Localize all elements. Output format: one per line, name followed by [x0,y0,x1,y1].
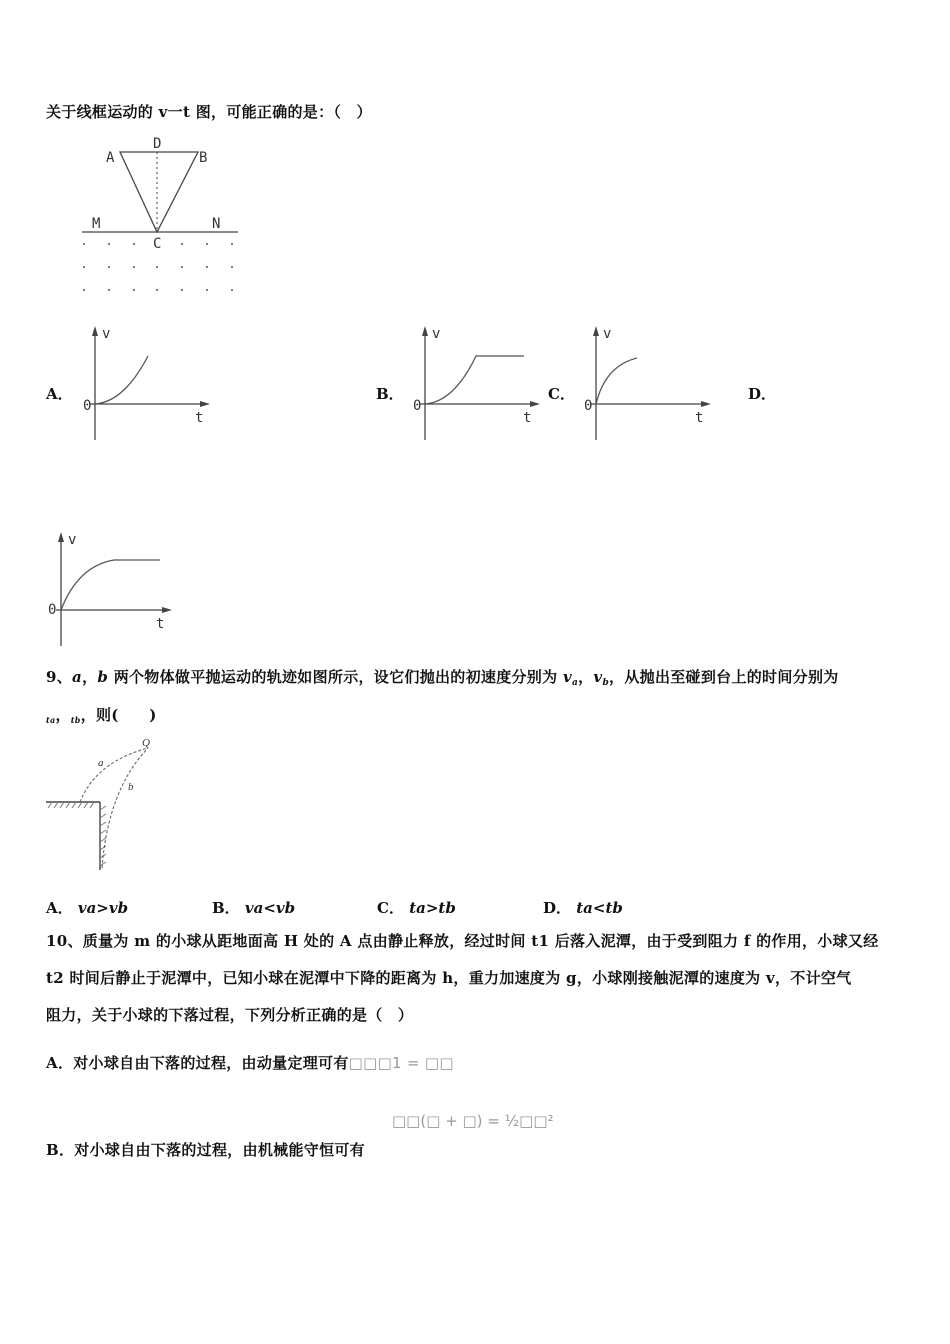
fig-label-M: M [92,216,101,232]
q9-trajectory-figure [44,734,164,874]
fig-label-C: C [153,236,162,252]
fig-label-A: A [106,150,115,166]
q8-triangle-figure [76,134,246,300]
q10-option-a-formula: □□□1 = □□ [348,1054,454,1072]
q10-stem-line3: 阻力，关于小球的下落过程，下列分析正确的是（ ） [46,1006,414,1024]
q8-graph-b [408,322,548,444]
q8-graph-d [44,528,184,650]
q10-option-a[interactable]: A．对小球自由下落的过程，由动量定理可有□□□1 = □□ [46,1054,454,1072]
graph-c-origin: 0 [584,398,593,414]
q8-graph-c [579,322,719,444]
fig-label-D: D [153,136,162,152]
fig-label-b: b [128,781,134,793]
fig-label-B: B [199,150,208,166]
q10-centered-formula: □□(□ + □) = ½□□² [392,1112,554,1130]
q8-option-d-label[interactable]: D． [748,385,777,403]
q9-stem-line2: $_{ta}$，$_{tb}$，则( ) [46,706,157,725]
graph-b-origin: 0 [413,398,422,414]
graph-a-origin: 0 [83,398,92,414]
q10-stem-line1: 10、质量为 m 的小球从距地面高 H 处的 A 点由静止释放，经过时间 t1 后落入泥潭，由于受到阻力 f 的作用，小球又经 [46,932,879,950]
graph-a-t-label: t [195,410,204,426]
q9-option-d[interactable]: D． ta<tb [543,899,623,917]
q9-option-c[interactable]: C． ta>tb [377,899,456,917]
q8-stem: 关于线框运动的 v一t 图，可能正确的是：（ ） [46,103,372,121]
graph-c-v-label: v [603,326,612,342]
q9-option-b[interactable]: B． va<vb [212,899,296,917]
graph-d-v-label: v [68,532,77,548]
graph-d-t-label: t [156,616,165,632]
q8-option-c-label[interactable]: C． [548,385,575,403]
graph-b-t-label: t [523,410,532,426]
graph-a-v-label: v [102,326,111,342]
fig-label-a: a [98,757,104,769]
fig-label-N: N [212,216,221,232]
graph-b-v-label: v [432,326,441,342]
q9-option-a[interactable]: A． va>vb [46,899,129,917]
q9-stem: 9、a，b 两个物体做平抛运动的轨迹如图所示，设它们抛出的初速度分别为 $v_a$，$v_b$，从抛出至碰到台上的时间分别为 [46,668,839,688]
q10-option-b[interactable]: B．对小球自由下落的过程，由机械能守恒可有 [46,1141,365,1159]
q8-option-a-label[interactable]: A． [46,385,73,403]
q8-graph-a [78,322,218,444]
graph-d-origin: 0 [48,602,57,618]
q8-option-b-label[interactable]: B． [376,385,404,403]
graph-c-t-label: t [695,410,704,426]
q10-stem-line2: t2 时间后静止于泥潭中，已知小球在泥潭中下降的距离为 h，重力加速度为 g，小球刚接触泥潭的速度为 v，不计空气 [46,969,852,987]
fig-label-Q: Q [142,737,150,749]
